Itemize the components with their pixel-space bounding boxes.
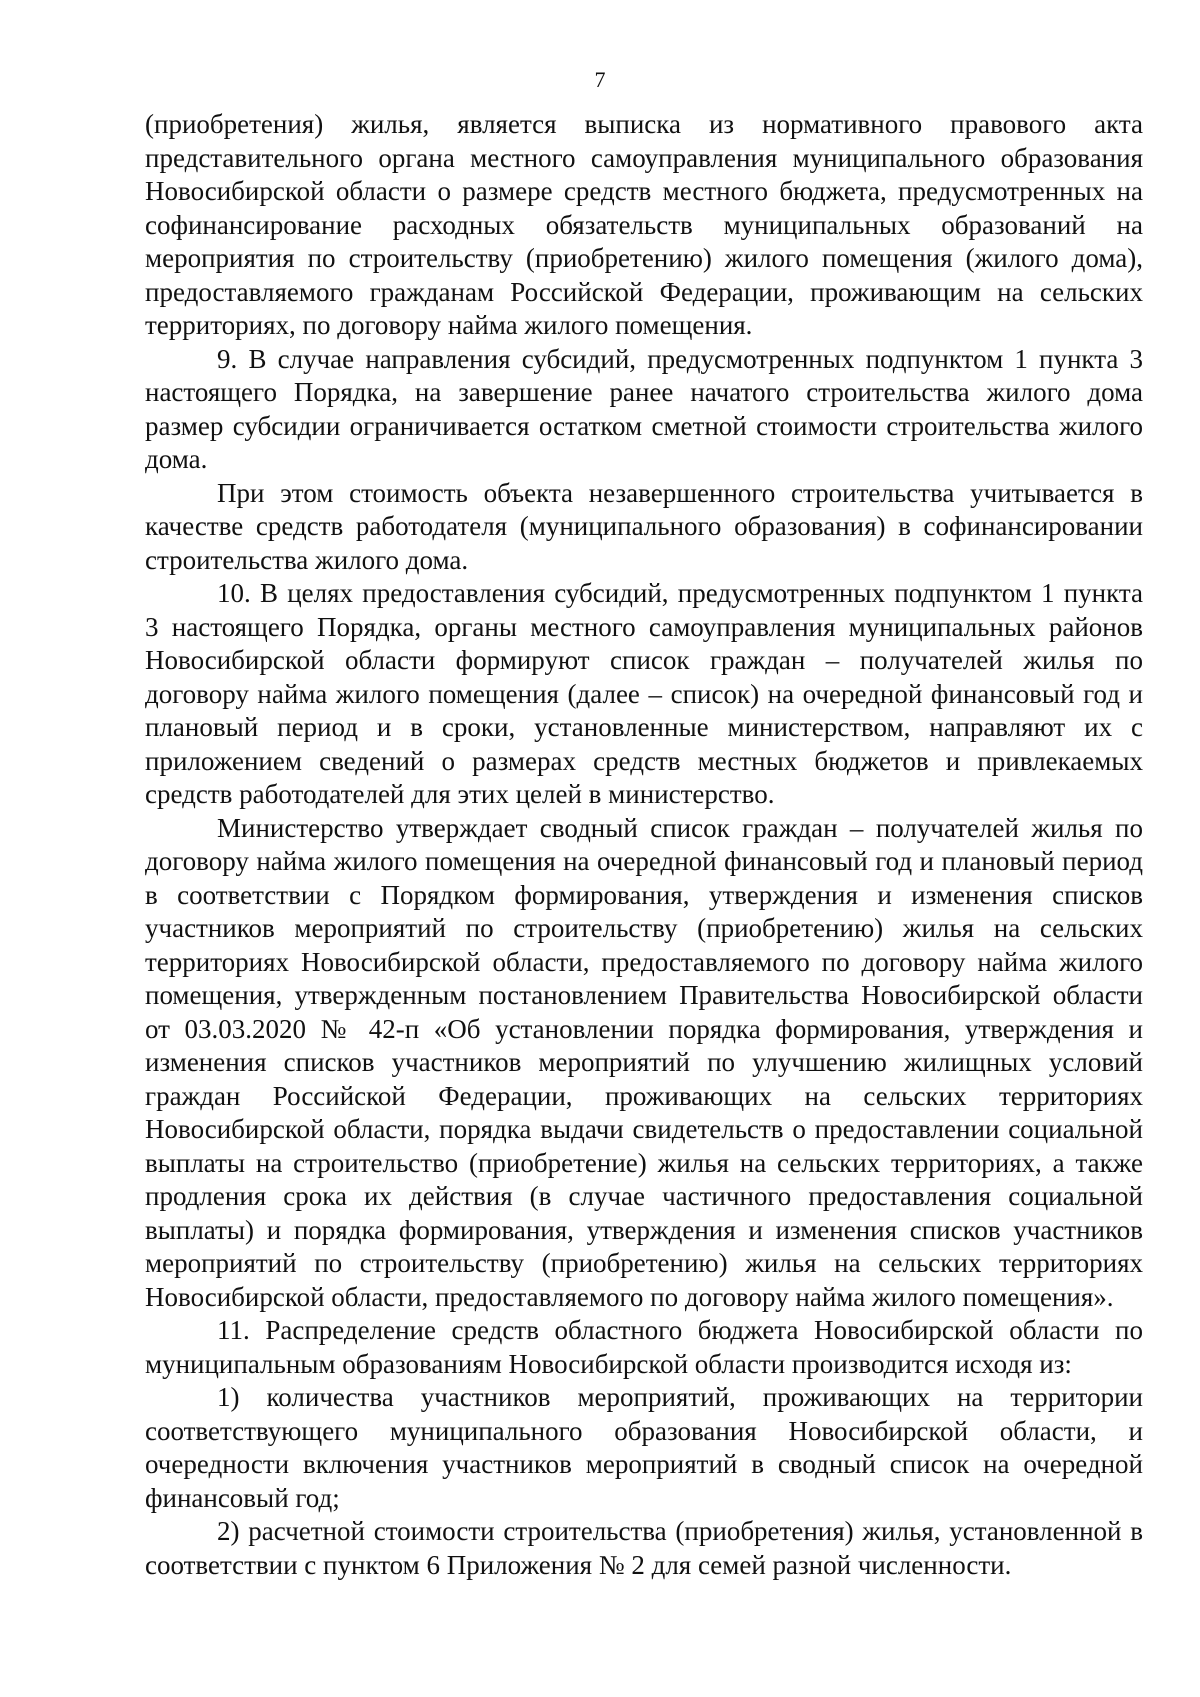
paragraph-item-9: 9. В случае направления субсидий, предусмотренных подпунктом 1 пункта 3 настоящего Порядка, на завершение ранее начатого строительства жилого дома размер субсидии ограничивается остатком сметной стоимости строительства жилого дома.	[145, 343, 1143, 474]
paragraph-ministry-list: Министерство утверждает сводный список граждан – получателей жилья по договору найма жилого помещения на очередной финансовый год и плановый период в соответствии с Порядком формирования, утверждения и изменения списков участников мероприятий по строительству (приобретению) жилья на сельских территориях Новосибирской области, предоставляемого по договору найма жилого помещения, утвержденным постановлением Правительства Новосибирской области от 03.03.2020 № 42-п «Об установлении порядка формирования, утверждения и изменения списков участников мероприятий по улучшению жилищных условий граждан Российской Федерации, проживающих на сельских территориях Новосибирской области, порядка выдачи свидетельств о предоставлении социальной выплаты на строительство (приобретение) жилья на сельских территориях, а также продления срока их действия (в случае частичного предоставления социальной выплаты) и порядка формирования, утверждения и изменения списков участников мероприятий по строительству (приобретению) жилья на сельских территориях Новосибирской области, предоставляемого по договору найма жилого помещения».	[145, 812, 1143, 1312]
paragraph-item-10: 10. В целях предоставления субсидий, предусмотренных подпунктом 1 пункта 3 настоящего Порядка, органы местного самоуправления муниципальных районов Новосибирской области формируют список граждан – получателей жилья по договору найма жилого помещения (далее – список) на очередной финансовый год и плановый период и в сроки, установленные министерством, направляют их с приложением сведений о размерах средств местных бюджетов и привлекаемых средств работодателей для этих целей в министерство.	[145, 578, 1143, 809]
document-body	[145, 108, 1143, 1582]
paragraph-subitem-2: 2) расчетной стоимости строительства (приобретения) жилья, установленной в соответствии с пунктом 6 Приложения № 2 для семей разной численности.	[145, 1516, 1143, 1580]
page-number: 7	[594, 67, 606, 92]
paragraph-cost-accounting: При этом стоимость объекта незавершенного строительства учитывается в качестве средств работодателя (муниципального образования) в софинансировании строительства жилого дома.	[145, 477, 1143, 575]
paragraph-subitem-1: 1) количества участников мероприятий, проживающих на территории соответствующего муниципального образования Новосибирской области, и очередности включения участников мероприятий в сводный список на очередной финансовый год;	[145, 1382, 1143, 1513]
paragraph-item-11: 11. Распределение средств областного бюджета Новосибирской области по муниципальным образованиям Новосибирской области производится исходя из:	[145, 1315, 1143, 1379]
paragraph-continuation: (приобретения) жилья, является выписка из нормативного правового акта представительного органа местного самоуправления муниципального образования Новосибирской области о размере средств местного бюджета, предусмотренных на софинансирование расходных обязательств муниципальных образований на мероприятия по строительству (приобретению) жилого помещения (жилого дома), предоставляемого гражданам Российской Федерации, проживающим на сельских территориях, по договору найма жилого помещения.	[145, 109, 1143, 340]
